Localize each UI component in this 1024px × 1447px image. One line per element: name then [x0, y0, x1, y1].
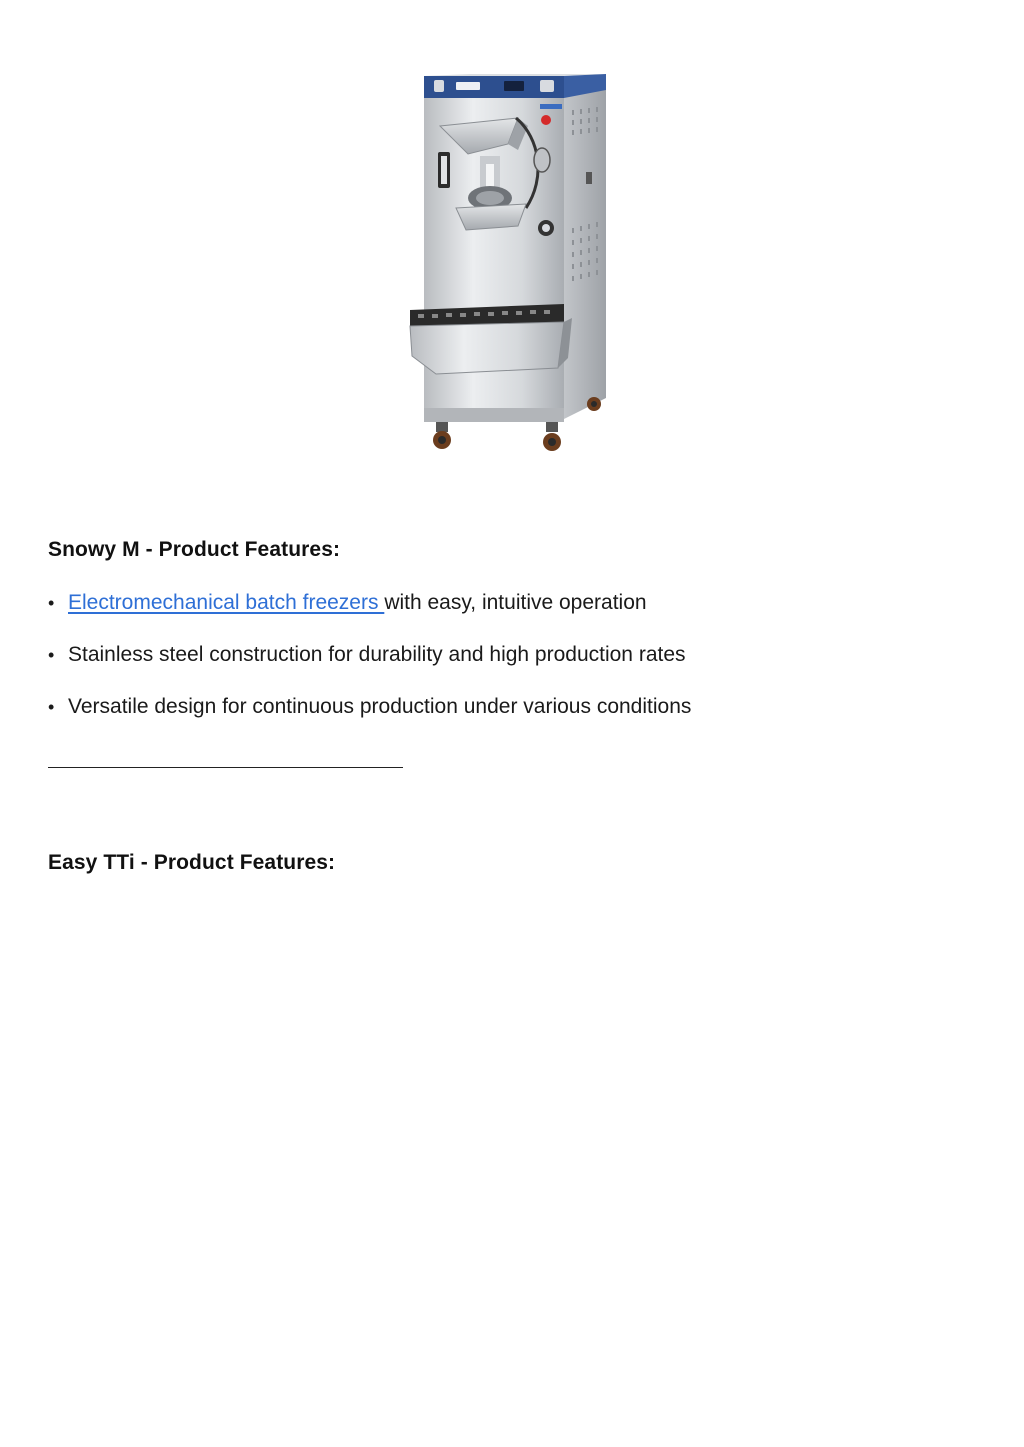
- batch-freezers-link[interactable]: Electromechanical batch freezers: [68, 591, 385, 614]
- section-heading-snowy-m: Snowy M - Product Features:: [48, 538, 341, 561]
- feature-list: [48, 589, 948, 745]
- list-item: [48, 589, 948, 617]
- bullet: •: [48, 593, 55, 613]
- feature-text: with easy, intuitive operation: [384, 591, 647, 614]
- feature-text: Stainless steel construction for durability and high production rates: [68, 643, 686, 666]
- bullet: •: [48, 697, 55, 717]
- batch-freezer-machine-icon: [400, 68, 620, 460]
- bullet: •: [48, 645, 55, 665]
- list-item: [48, 693, 948, 721]
- section-heading-easy-tti: Easy TTi - Product Features:: [48, 851, 336, 874]
- list-item: [48, 641, 948, 669]
- feature-text: Versatile design for continuous production under various conditions: [68, 695, 692, 718]
- section-divider: [48, 767, 403, 768]
